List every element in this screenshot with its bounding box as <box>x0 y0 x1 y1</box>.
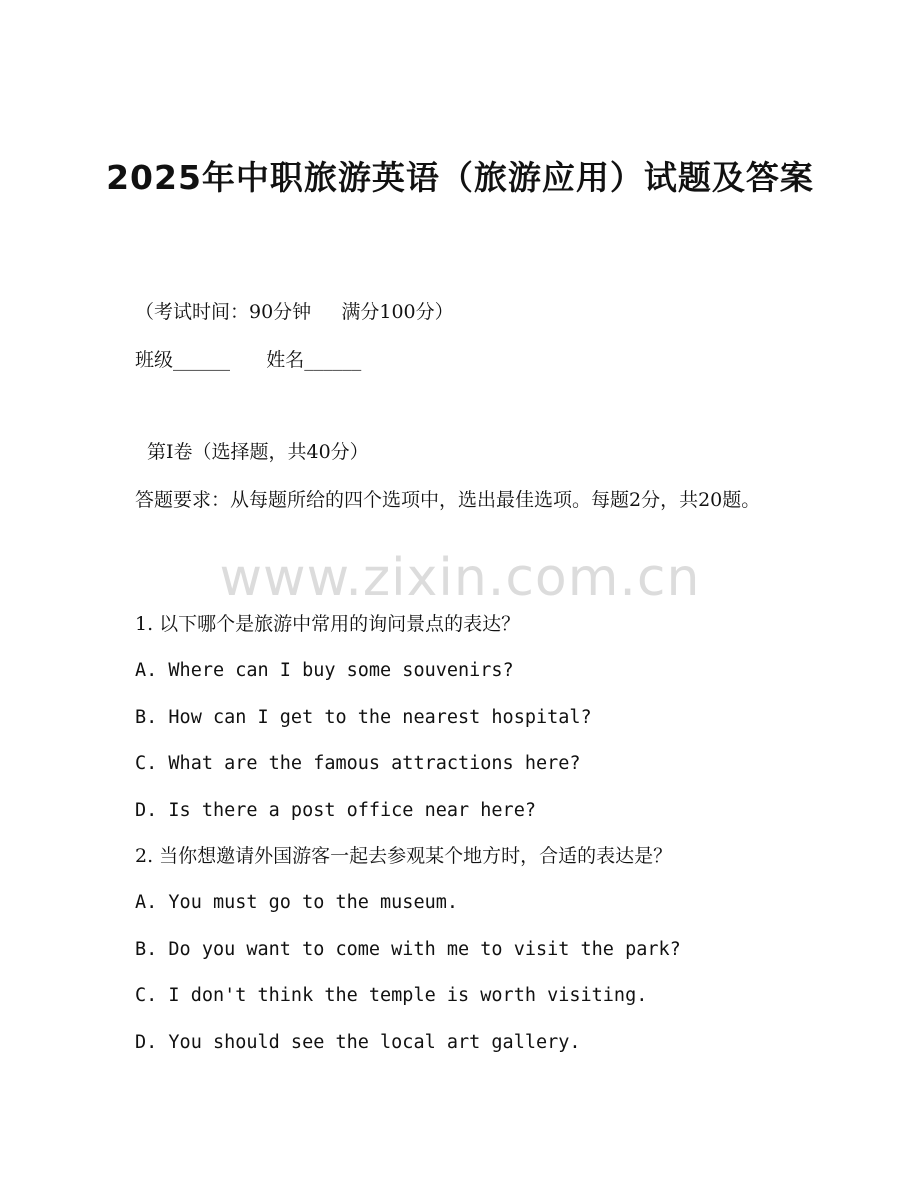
question-2-option-a: A. You must go to the museum. <box>135 892 459 913</box>
question-2-option-b: B. Do you want to come with me to visit the park? <box>135 939 681 960</box>
instructions: 答题要求：从每题所给的四个选项中，选出最佳选项。每题2分，共20题。 <box>135 489 761 511</box>
question-1-option-b: B. How can I get to the nearest hospital? <box>135 707 592 728</box>
section-title: 第I卷（选择题，共40分） <box>147 441 369 463</box>
student-fields: 班级______ 姓名______ <box>135 349 362 371</box>
question-1-option-d: D. Is there a post office near here? <box>135 800 536 821</box>
question-1-option-c: C. What are the famous attractions here? <box>135 753 581 774</box>
question-2-option-d: D. You should see the local art gallery. <box>135 1032 581 1053</box>
question-2-stem: 2. 当你想邀请外国游客一起去参观某个地方时，合适的表达是？ <box>135 845 673 867</box>
question-1-option-a: A. Where can I buy some souvenirs? <box>135 660 514 681</box>
document-title: 2025年中职旅游英语（旅游应用）试题及答案 <box>106 158 814 197</box>
question-2-option-c: C. I don't think the temple is worth visiting. <box>135 985 648 1006</box>
watermark: www.zixin.com.cn <box>219 548 701 608</box>
question-1-stem: 1. 以下哪个是旅游中常用的询问景点的表达？ <box>135 613 521 635</box>
exam-info: （考试时间：90分钟 满分100分） <box>135 301 454 323</box>
